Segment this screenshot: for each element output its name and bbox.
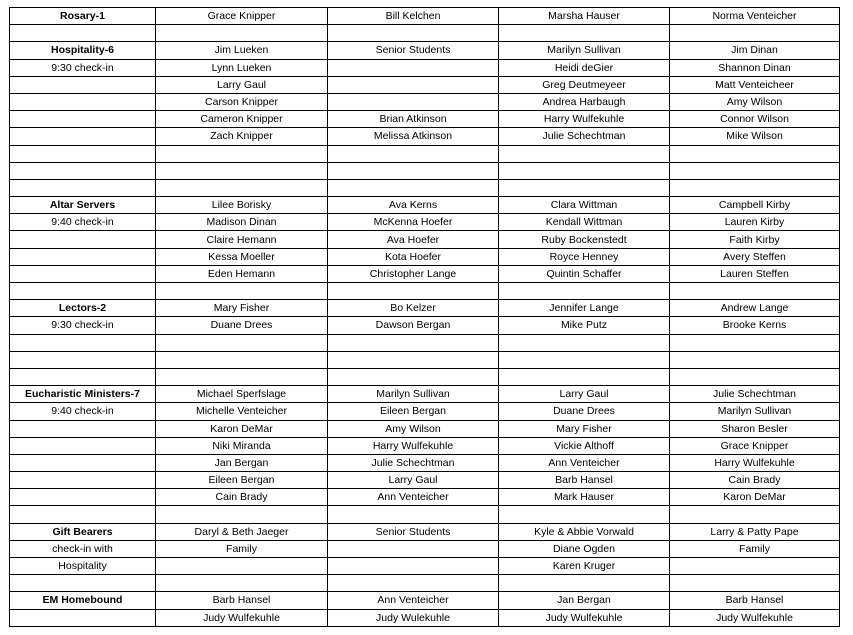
schedule-row [10, 575, 840, 592]
volunteer-name-cell: Ann Venteicher [328, 592, 499, 609]
schedule-row [10, 25, 840, 42]
ministry-note-cell [10, 145, 156, 162]
volunteer-name-cell: Jan Bergan [156, 454, 328, 471]
volunteer-name-cell: Ava Kerns [328, 197, 499, 214]
volunteer-name-cell [156, 179, 328, 196]
volunteer-name-cell [156, 506, 328, 523]
ministry-note-cell [10, 351, 156, 368]
volunteer-name-cell [328, 283, 499, 300]
volunteer-name-cell: Cameron Knipper [156, 111, 328, 128]
schedule-row [10, 231, 840, 248]
volunteer-name-cell: Mark Hauser [499, 489, 670, 506]
ministry-note-cell [10, 111, 156, 128]
volunteer-name-cell: Andrew Lange [670, 300, 840, 317]
volunteer-name-cell: Diane Ogden [499, 540, 670, 557]
schedule-row [10, 128, 840, 145]
volunteer-name-cell: Mary Fisher [156, 300, 328, 317]
volunteer-name-cell [328, 76, 499, 93]
volunteer-name-cell: Julie Schechtman [670, 386, 840, 403]
volunteer-name-cell: Julie Schechtman [328, 454, 499, 471]
ministry-heading-cell: Eucharistic Ministers-7 [10, 386, 156, 403]
volunteer-name-cell [670, 283, 840, 300]
ministry-note-cell [10, 248, 156, 265]
volunteer-name-cell [499, 575, 670, 592]
ministry-heading-cell: Altar Servers [10, 197, 156, 214]
ministry-note-cell [10, 179, 156, 196]
volunteer-name-cell [156, 283, 328, 300]
schedule-row [10, 265, 840, 282]
volunteer-name-cell: Michael Sperfslage [156, 386, 328, 403]
volunteer-name-cell: Karon DeMar [156, 420, 328, 437]
ministry-note-cell [10, 472, 156, 489]
volunteer-name-cell: Larry Gaul [328, 472, 499, 489]
volunteer-name-cell: Zach Knipper [156, 128, 328, 145]
schedule-row [10, 609, 840, 626]
volunteer-name-cell: Carson Knipper [156, 93, 328, 110]
volunteer-name-cell: Barb Hansel [156, 592, 328, 609]
volunteer-name-cell: Harry Wulfekuhle [328, 437, 499, 454]
schedule-row [10, 489, 840, 506]
schedule-row [10, 93, 840, 110]
volunteer-name-cell: Marilyn Sullivan [328, 386, 499, 403]
schedule-row [10, 42, 840, 59]
volunteer-name-cell: Barb Hansel [670, 592, 840, 609]
volunteer-name-cell [328, 59, 499, 76]
schedule-row [10, 197, 840, 214]
volunteer-name-cell: Jan Bergan [499, 592, 670, 609]
volunteer-name-cell: Barb Hansel [499, 472, 670, 489]
volunteer-name-cell: Cain Brady [156, 489, 328, 506]
volunteer-name-cell: Ann Venteicher [499, 454, 670, 471]
volunteer-name-cell: Cain Brady [670, 472, 840, 489]
volunteer-name-cell: Julie Schechtman [499, 128, 670, 145]
ministry-heading-cell: Hospitality-6 [10, 42, 156, 59]
volunteer-name-cell [328, 575, 499, 592]
ministry-note-cell [10, 506, 156, 523]
volunteer-name-cell [328, 506, 499, 523]
volunteer-name-cell [499, 334, 670, 351]
ministry-note-cell [10, 283, 156, 300]
volunteer-name-cell [670, 368, 840, 385]
schedule-row [10, 386, 840, 403]
schedule-row [10, 420, 840, 437]
volunteer-name-cell: Lauren Steffen [670, 265, 840, 282]
volunteer-name-cell [156, 145, 328, 162]
volunteer-name-cell: Bo Kelzer [328, 300, 499, 317]
volunteer-name-cell [328, 162, 499, 179]
schedule-row [10, 76, 840, 93]
volunteer-name-cell [499, 25, 670, 42]
schedule-row [10, 145, 840, 162]
volunteer-name-cell: Andrea Harbaugh [499, 93, 670, 110]
volunteer-name-cell: Judy Wulekuhle [328, 609, 499, 626]
volunteer-name-cell: Norma Venteicher [670, 8, 840, 25]
volunteer-name-cell: Claire Hemann [156, 231, 328, 248]
schedule-row [10, 592, 840, 609]
volunteer-name-cell: Mike Wilson [670, 128, 840, 145]
schedule-row [10, 437, 840, 454]
ministry-note-cell [10, 231, 156, 248]
volunteer-name-cell [156, 351, 328, 368]
schedule-sheet [9, 7, 839, 627]
volunteer-name-cell: Daryl & Beth Jaeger [156, 523, 328, 540]
volunteer-name-cell [328, 334, 499, 351]
volunteer-name-cell: Royce Henney [499, 248, 670, 265]
volunteer-name-cell: Karen Kruger [499, 558, 670, 575]
volunteer-name-cell: Family [156, 540, 328, 557]
volunteer-name-cell [156, 25, 328, 42]
schedule-row [10, 162, 840, 179]
volunteer-name-cell: Mike Putz [499, 317, 670, 334]
volunteer-name-cell [328, 145, 499, 162]
volunteer-name-cell: Melissa Atkinson [328, 128, 499, 145]
volunteer-name-cell [499, 283, 670, 300]
volunteer-name-cell: Brian Atkinson [328, 111, 499, 128]
schedule-row [10, 454, 840, 471]
volunteer-name-cell: Connor Wilson [670, 111, 840, 128]
schedule-row [10, 472, 840, 489]
volunteer-name-cell [499, 506, 670, 523]
volunteer-name-cell: Faith Kirby [670, 231, 840, 248]
volunteer-name-cell: Larry Gaul [156, 76, 328, 93]
volunteer-name-cell [670, 575, 840, 592]
volunteer-name-cell: Lauren Kirby [670, 214, 840, 231]
volunteer-name-cell: Harry Wulfekuhle [499, 111, 670, 128]
volunteer-name-cell: Grace Knipper [156, 8, 328, 25]
ministry-note-cell: 9:40 check-in [10, 403, 156, 420]
volunteer-name-cell: Michelle Venteicher [156, 403, 328, 420]
schedule-row [10, 334, 840, 351]
volunteer-name-cell: Jim Dinan [670, 42, 840, 59]
volunteer-name-cell: Heidi deGier [499, 59, 670, 76]
ministry-note-cell [10, 575, 156, 592]
volunteer-name-cell: Mary Fisher [499, 420, 670, 437]
volunteer-name-cell: Brooke Kerns [670, 317, 840, 334]
ministry-heading-cell: EM Homebound [10, 592, 156, 609]
schedule-row [10, 558, 840, 575]
volunteer-name-cell [670, 558, 840, 575]
volunteer-name-cell [670, 334, 840, 351]
ministry-note-cell [10, 368, 156, 385]
ministry-note-cell: Hospitality [10, 558, 156, 575]
volunteer-name-cell: Kessa Moeller [156, 248, 328, 265]
schedule-row [10, 248, 840, 265]
schedule-row [10, 403, 840, 420]
schedule-row [10, 214, 840, 231]
volunteer-name-cell: Bill Kelchen [328, 8, 499, 25]
volunteer-name-cell: Vickie Althoff [499, 437, 670, 454]
volunteer-name-cell [156, 575, 328, 592]
volunteer-name-cell: Quintin Schaffer [499, 265, 670, 282]
volunteer-name-cell: Madison Dinan [156, 214, 328, 231]
volunteer-name-cell: Amy Wilson [670, 93, 840, 110]
volunteer-name-cell: Ruby Bockenstedt [499, 231, 670, 248]
ministry-note-cell: 9:40 check-in [10, 214, 156, 231]
ministry-note-cell [10, 265, 156, 282]
volunteer-name-cell [156, 334, 328, 351]
schedule-body [10, 8, 840, 627]
schedule-row [10, 283, 840, 300]
volunteer-name-cell: Judy Wulfekuhle [499, 609, 670, 626]
volunteer-name-cell [156, 162, 328, 179]
schedule-row [10, 59, 840, 76]
volunteer-name-cell [499, 179, 670, 196]
volunteer-name-cell [328, 368, 499, 385]
volunteer-name-cell: Family [670, 540, 840, 557]
ministry-note-cell [10, 128, 156, 145]
ministry-note-cell: 9:30 check-in [10, 317, 156, 334]
volunteer-name-cell [670, 145, 840, 162]
ministry-note-cell [10, 609, 156, 626]
volunteer-name-cell: Harry Wulfekuhle [670, 454, 840, 471]
volunteer-name-cell [670, 162, 840, 179]
volunteer-name-cell: Campbell Kirby [670, 197, 840, 214]
schedule-row [10, 111, 840, 128]
volunteer-name-cell: Grace Knipper [670, 437, 840, 454]
schedule-row [10, 300, 840, 317]
volunteer-name-cell: Jennifer Lange [499, 300, 670, 317]
schedule-row [10, 179, 840, 196]
volunteer-name-cell: Larry & Patty Pape [670, 523, 840, 540]
volunteer-name-cell: Dawson Bergan [328, 317, 499, 334]
volunteer-name-cell: Kota Hoefer [328, 248, 499, 265]
volunteer-name-cell [328, 351, 499, 368]
schedule-row [10, 523, 840, 540]
volunteer-name-cell [499, 351, 670, 368]
volunteer-name-cell [670, 506, 840, 523]
volunteer-name-cell: Ann Venteicher [328, 489, 499, 506]
volunteer-name-cell: McKenna Hoefer [328, 214, 499, 231]
schedule-row [10, 368, 840, 385]
ministry-note-cell [10, 76, 156, 93]
volunteer-name-cell: Senior Students [328, 42, 499, 59]
ministry-note-cell [10, 454, 156, 471]
volunteer-name-cell: Amy Wilson [328, 420, 499, 437]
volunteer-name-cell [328, 25, 499, 42]
volunteer-name-cell [328, 540, 499, 557]
ministry-note-cell [10, 25, 156, 42]
volunteer-name-cell: Duane Drees [499, 403, 670, 420]
volunteer-name-cell [156, 558, 328, 575]
volunteer-name-cell: Judy Wulfekuhle [156, 609, 328, 626]
ministry-heading-cell: Rosary-1 [10, 8, 156, 25]
ministry-schedule-table [9, 7, 840, 627]
volunteer-name-cell: Marsha Hauser [499, 8, 670, 25]
volunteer-name-cell: Shannon Dinan [670, 59, 840, 76]
volunteer-name-cell: Matt Venteicheer [670, 76, 840, 93]
volunteer-name-cell: Eden Hemann [156, 265, 328, 282]
schedule-row [10, 317, 840, 334]
ministry-note-cell [10, 334, 156, 351]
volunteer-name-cell [499, 368, 670, 385]
volunteer-name-cell: Eileen Bergan [156, 472, 328, 489]
volunteer-name-cell: Jim Lueken [156, 42, 328, 59]
volunteer-name-cell: Marilyn Sullivan [499, 42, 670, 59]
volunteer-name-cell: Kyle & Abbie Vorwald [499, 523, 670, 540]
volunteer-name-cell [328, 93, 499, 110]
volunteer-name-cell: Niki Miranda [156, 437, 328, 454]
volunteer-name-cell [328, 179, 499, 196]
ministry-heading-cell: Gift Bearers [10, 523, 156, 540]
schedule-row [10, 351, 840, 368]
schedule-row [10, 506, 840, 523]
volunteer-name-cell [156, 368, 328, 385]
volunteer-name-cell: Eileen Bergan [328, 403, 499, 420]
volunteer-name-cell: Marilyn Sullivan [670, 403, 840, 420]
schedule-row [10, 540, 840, 557]
ministry-note-cell: check-in with [10, 540, 156, 557]
volunteer-name-cell: Senior Students [328, 523, 499, 540]
volunteer-name-cell: Lilee Borisky [156, 197, 328, 214]
ministry-note-cell [10, 162, 156, 179]
volunteer-name-cell [670, 179, 840, 196]
volunteer-name-cell: Sharon Besler [670, 420, 840, 437]
volunteer-name-cell [499, 145, 670, 162]
ministry-note-cell: 9:30 check-in [10, 59, 156, 76]
ministry-note-cell [10, 93, 156, 110]
volunteer-name-cell [328, 558, 499, 575]
volunteer-name-cell: Greg Deutmeyeer [499, 76, 670, 93]
volunteer-name-cell: Clara Wittman [499, 197, 670, 214]
volunteer-name-cell: Judy Wulfekuhle [670, 609, 840, 626]
ministry-note-cell [10, 489, 156, 506]
volunteer-name-cell [670, 25, 840, 42]
volunteer-name-cell: Ava Hoefer [328, 231, 499, 248]
ministry-heading-cell: Lectors-2 [10, 300, 156, 317]
ministry-note-cell [10, 437, 156, 454]
volunteer-name-cell: Christopher Lange [328, 265, 499, 282]
volunteer-name-cell: Kendall Wittman [499, 214, 670, 231]
schedule-row [10, 8, 840, 25]
volunteer-name-cell: Larry Gaul [499, 386, 670, 403]
ministry-note-cell [10, 420, 156, 437]
volunteer-name-cell [670, 351, 840, 368]
volunteer-name-cell: Karon DeMar [670, 489, 840, 506]
volunteer-name-cell: Duane Drees [156, 317, 328, 334]
volunteer-name-cell [499, 162, 670, 179]
volunteer-name-cell: Lynn Lueken [156, 59, 328, 76]
volunteer-name-cell: Avery Steffen [670, 248, 840, 265]
